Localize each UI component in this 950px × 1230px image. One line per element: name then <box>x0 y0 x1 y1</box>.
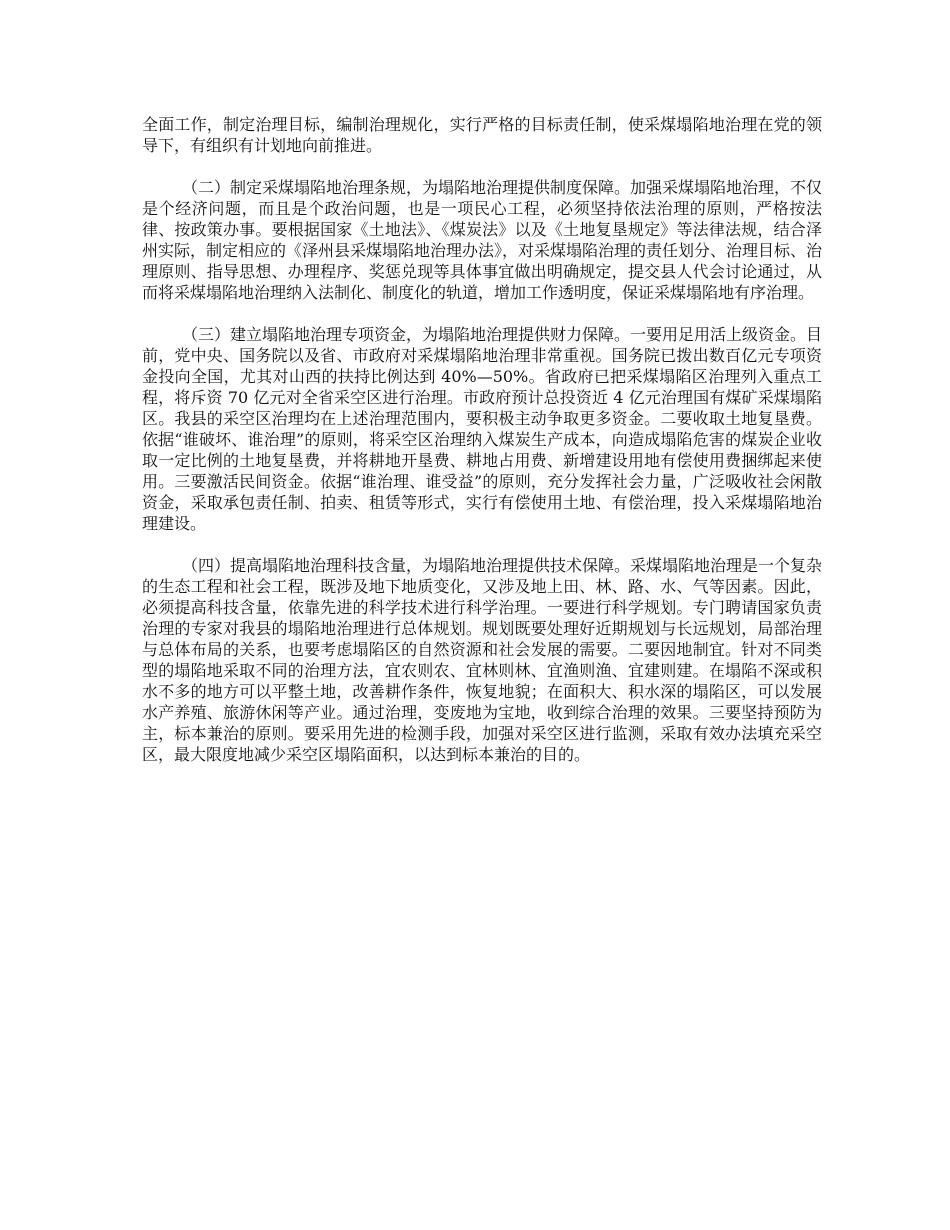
document-body <box>142 114 822 786</box>
paragraph-continuation: 全面工作，制定治理目标，编制治理规化，实行严格的目标责任制，使采煤塌陷地治理在党的领导下，有组织有计划地向前推进。 <box>142 115 822 155</box>
paragraph-section-3: （三）建立塌陷地治理专项资金，为塌陷地治理提供财力保障。一要用足用活上级资金。目前，党中央、国务院以及省、市政府对采煤塌陷地治理非常重视。国务院已拨出数百亿元专项资金投向全国，尤其对山西的扶持比例达到 40%—50%。省政府已把采煤塌陷区治理列入重点工程，将斥资 70 亿元对全省采空区进行治理。市政府预计总投资近 4 亿元治理国有煤矿采煤塌陷区。我县的采空区治理均在上述治理范围内，要积极主动争取更多资金。二要收取土地复垦费。依据“谁破坏、谁治理”的原则，将采空区治理纳入煤炭生产成本，向造成塌陷危害的煤炭企业收取一定比例的土地复垦费，并将耕地开垦费、耕地占用费、新增建设用地有偿使用费捆绑起来使用。三要激活民间资金。依据“谁治理、谁受益”的原则，充分发挥社会力量，广泛吸收社会闲散资金，采取承包责任制、拍卖、租赁等形式，实行有偿使用土地、有偿治理，投入采煤塌陷地治理建设。 <box>142 325 823 533</box>
paragraph-section-2: （二）制定采煤塌陷地治理条规，为塌陷地治理提供制度保障。加强采煤塌陷地治理，不仅是个经济问题，而且是个政治问题，也是一项民心工程，必须坚持依法治理的原则，严格按法律、按政策办事。要根据国家《土地法》、《煤炭法》以及《土地复垦规定》等法律法规，结合泽州实际，制定相应的《泽州县采煤塌陷地治理办法》，对采煤塌陷治理的责任划分、治理目标、治理原则、指导思想、办理程序、奖惩兑现等具体事宜做出明确规定，提交县人代会讨论通过，从而将采煤塌陷地治理纳入法制化、制度化的轨道，增加工作透明度，保证采煤塌陷地有序治理。 <box>142 178 823 302</box>
paragraph-section-4: （四）提高塌陷地治理科技含量，为塌陷地治理提供技术保障。采煤塌陷地治理是一个复杂的生态工程和社会工程，既涉及地下地质变化，又涉及地上田、林、路、水、气等因素。因此，必须提高科技含量，依靠先进的科学技术进行科学治理。一要进行科学规划。专门聘请国家负责治理的专家对我县的塌陷地治理进行总体规划。规划既要处理好近期规划与长远规划，局部治理与总体布局的关系，也要考虑塌陷区的自然资源和社会发展的需要。二要因地制宜。针对不同类型的塌陷地采取不同的治理方法，宜农则农、宜林则林、宜渔则渔、宜建则建。在塌陷不深或积水不多的地方可以平整土地，改善耕作条件，恢复地貌；在面积大、积水深的塌陷区，可以发展水产养殖、旅游休闲等产业。通过治理，变废地为宝地，收到综合治理的效果。三要坚持预防为主，标本兼治的原则。要采用先进的检测手段，加强对采空区进行监测，采取有效办法填充采空区，最大限度地减少采空区塌陷面积，以达到标本兼治的目的。 <box>142 556 823 764</box>
